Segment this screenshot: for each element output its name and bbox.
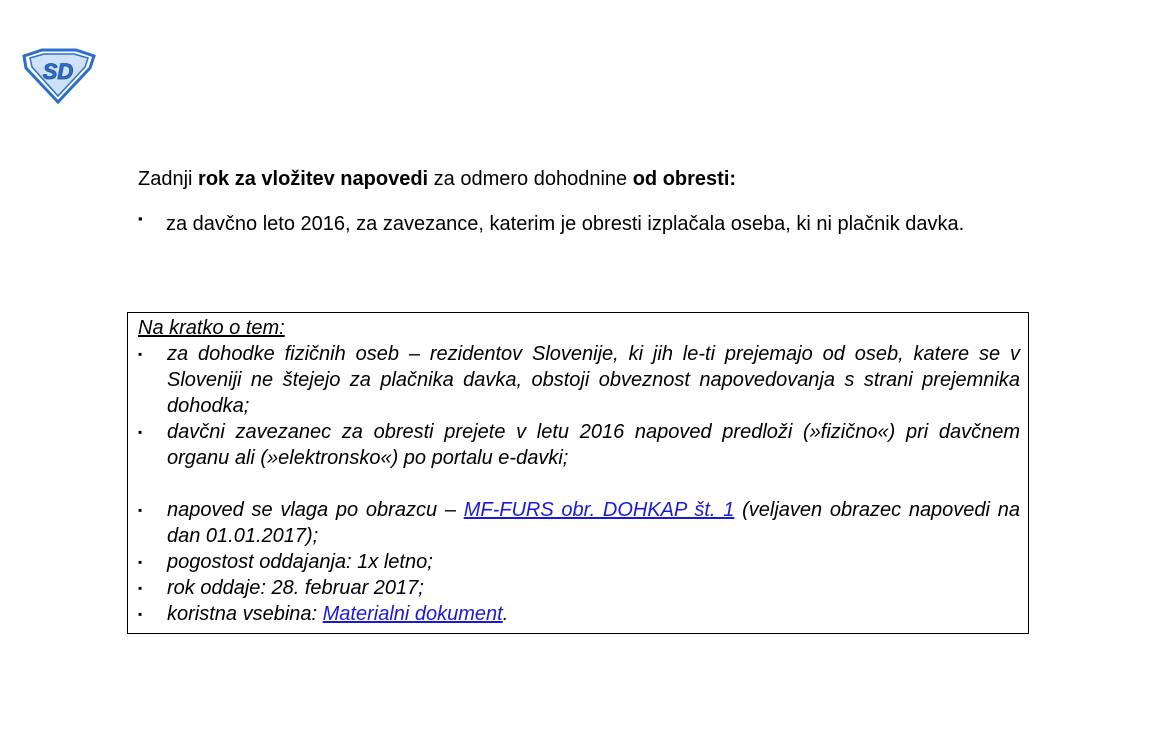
- form-link[interactable]: MF-FURS obr. DOHKAP št. 1: [463, 499, 735, 521]
- list-item: ▪ pogostost oddajanja: 1x letno;: [138, 551, 433, 573]
- tax-year-text: za davčno leto 2016, za zavezance, katerim je obresti izplačala oseba, ki ni plačnik davka.: [166, 213, 965, 235]
- summary-box: [127, 312, 1029, 634]
- list-item: ▪ davčni zavezanec za obresti prejete v letu 2016 napoved predloži (»fizično«) pri davčnem organu ali (»elektronsko«) po portalu e-davki;: [138, 421, 1020, 469]
- list-item: ▪ rok oddaje: 28. februar 2017;: [138, 577, 424, 599]
- bullet-square-icon: ▪: [138, 607, 143, 621]
- material-document-link[interactable]: Materialni dokument: [322, 603, 503, 625]
- bullet-square-icon: ▪: [138, 425, 143, 439]
- deadline-heading: Zadnji rok za vložitev napovedi za odmero dohodnine od obresti:: [138, 168, 737, 190]
- list-item: ▪ napoved se vlaga po obrazcu – MF-FURS obr. DOHKAP št. 1 (veljaven obrazec napovedi na dan 01.01.2017);: [138, 499, 1020, 547]
- bullet-square-icon: ▪: [138, 347, 143, 361]
- company-logo: [20, 48, 96, 104]
- bullet-square-icon: ▪: [138, 211, 143, 226]
- list-item: ▪ za dohodke fizičnih oseb – rezidentov Slovenije, ki jih le-ti prejemajo od oseb, katere se v Sloveniji ne štejejo za plačnika davka, obstoji obveznost napovedovanja s strani prejemnika dohodka;: [138, 343, 1020, 417]
- svg-text:SD: SD: [42, 59, 74, 84]
- bullet-square-icon: ▪: [138, 581, 143, 595]
- list-spacer: [138, 471, 1020, 497]
- bullet-square-icon: ▪: [138, 503, 143, 517]
- summary-title: Na kratko o tem:: [138, 317, 285, 339]
- bullet-square-icon: ▪: [138, 555, 143, 569]
- summary-list: [138, 341, 1020, 627]
- tax-year-bullet: [138, 204, 1020, 244]
- list-item: ▪ koristna vsebina: Materialni dokument.: [138, 603, 509, 625]
